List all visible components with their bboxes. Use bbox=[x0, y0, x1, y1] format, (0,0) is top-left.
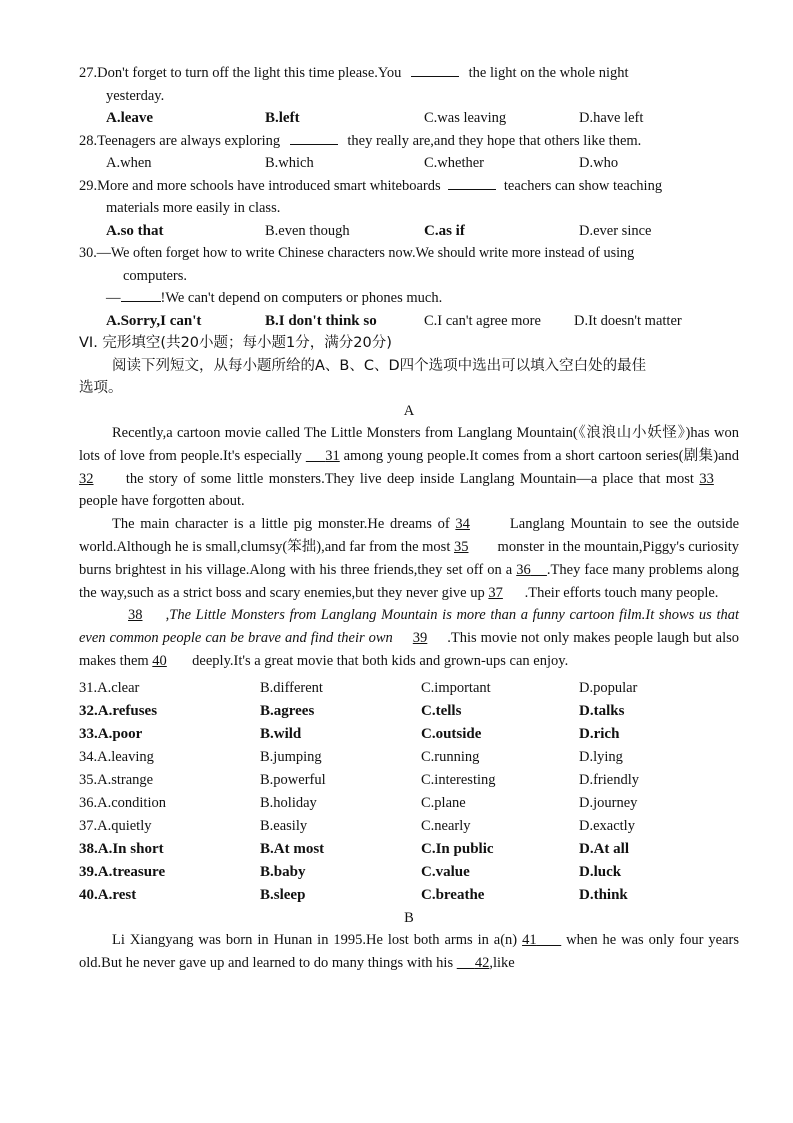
option: 36.A.condition bbox=[79, 794, 166, 811]
passage-text: The main character is a little pig monster.He dreams of bbox=[112, 516, 450, 533]
option: B.baby bbox=[260, 863, 306, 880]
option-row bbox=[79, 792, 739, 815]
question-28 bbox=[79, 130, 739, 153]
blank-40: 40 bbox=[152, 652, 167, 669]
option: B.wild bbox=[260, 725, 302, 742]
option: B.sleep bbox=[260, 886, 306, 903]
option-row bbox=[79, 700, 739, 723]
option: B.jumping bbox=[260, 748, 322, 765]
option: 32.A.refuses bbox=[79, 702, 158, 719]
passage-text: monster in the mountain,Piggy's curiosity burns brightest in his village.Along with his three friends,they set off on a bbox=[79, 538, 740, 578]
section-heading: VI. 完形填空(共20小题；每小题1分，满分20分) bbox=[79, 335, 392, 351]
question-30: 30.—We often forget how to write Chinese characters now.We should write more instead of using bbox=[79, 245, 635, 261]
passage-text: Li Xiangyang was born in Hunan in 1995.He lost both arms in a(n) bbox=[112, 932, 518, 949]
passage-text: deeply.It's a great movie that both kids and grown-ups can enjoy. bbox=[192, 652, 569, 669]
option: 37.A.quietly bbox=[79, 817, 152, 834]
option: C.I can't agree more bbox=[424, 312, 541, 329]
option-row bbox=[79, 769, 739, 792]
option: 38.A.In short bbox=[79, 840, 164, 857]
blank-41: 41 bbox=[522, 932, 537, 949]
option: B.which bbox=[265, 155, 314, 171]
option: A.Sorry,I can't bbox=[106, 312, 202, 329]
option: 33.A.poor bbox=[79, 725, 143, 742]
answer-blank bbox=[411, 63, 459, 77]
answer-blank bbox=[290, 131, 338, 145]
blank-42: 42 bbox=[474, 955, 490, 972]
option: C.as if bbox=[424, 222, 465, 239]
passage-label-a: A bbox=[403, 402, 415, 419]
passage-text: when he was only four years old.But he never gave up and learned to do many things with his bbox=[79, 932, 740, 972]
passage-b-paragraph-1 bbox=[79, 929, 739, 975]
option: C.was leaving bbox=[424, 110, 507, 126]
passage-a-paragraph-1 bbox=[79, 422, 739, 513]
option: D.ever since bbox=[579, 222, 652, 239]
q28-stem-a: 28.Teenagers are always exploring bbox=[79, 132, 281, 149]
option: B.I don't think so bbox=[265, 312, 377, 329]
blank-36: 36 bbox=[516, 561, 531, 578]
option: C.tells bbox=[421, 702, 462, 719]
option: B.different bbox=[260, 679, 323, 696]
passage-text: Recently,a cartoon movie called The Little Monsters from Langlang Mountain(《浪浪山小妖怪》)has won lots of love from people.It's especially bbox=[79, 425, 739, 464]
option: A.leave bbox=[106, 110, 154, 126]
option: D.talks bbox=[579, 702, 625, 719]
option: B.powerful bbox=[260, 771, 326, 788]
option: 34.A.leaving bbox=[79, 748, 154, 765]
option: C.value bbox=[421, 863, 470, 880]
option: 40.A.rest bbox=[79, 886, 137, 903]
option: D.rich bbox=[579, 725, 620, 742]
option: D.At all bbox=[579, 840, 629, 857]
q29-options bbox=[79, 220, 739, 243]
q29-stem-b: teachers can show teaching bbox=[503, 177, 663, 194]
q30-response bbox=[79, 287, 739, 310]
q30-stem-d: !We can't depend on computers or phones much. bbox=[160, 290, 443, 306]
option: C.breathe bbox=[421, 886, 485, 903]
passage-text: Langlang Mountain to see the outside world.Although he is small,clumsy(笨拙),and far from the most bbox=[79, 516, 740, 555]
option: 39.A.treasure bbox=[79, 863, 166, 880]
option-row bbox=[79, 838, 739, 861]
option: B.easily bbox=[260, 817, 308, 834]
option-row bbox=[79, 677, 739, 700]
q28-options bbox=[79, 152, 739, 175]
option-row bbox=[79, 746, 739, 769]
option: D.think bbox=[579, 886, 628, 903]
passage-label-b: B bbox=[404, 909, 414, 926]
option: C.important bbox=[421, 679, 491, 696]
answer-blank bbox=[121, 288, 161, 302]
option-row bbox=[79, 723, 739, 746]
passage-text: people have forgotten about. bbox=[79, 493, 245, 510]
blank-39: 39 bbox=[412, 630, 428, 647]
option: C.interesting bbox=[421, 771, 496, 788]
blank-35: 35 bbox=[454, 538, 469, 555]
option: B.even though bbox=[265, 222, 350, 239]
passage-text: ,like bbox=[489, 955, 515, 972]
q29-stem-a: 29.More and more schools have introduced smart whiteboards bbox=[79, 177, 441, 194]
passage-a-paragraph-2 bbox=[79, 513, 739, 604]
option: D.lying bbox=[579, 748, 623, 765]
question-29 bbox=[79, 175, 739, 198]
option: B.At most bbox=[260, 840, 325, 857]
passage-a-options bbox=[79, 677, 739, 907]
option: D.It doesn't matter bbox=[574, 312, 682, 329]
blank-33: 33 bbox=[699, 470, 714, 487]
option-row bbox=[79, 884, 739, 907]
q27-options bbox=[79, 107, 739, 130]
q29-stem-c: materials more easily in class. bbox=[106, 200, 281, 216]
passage-text: .This movie not only makes people laugh but also makes them bbox=[79, 630, 740, 669]
option: 31.A.clear bbox=[79, 679, 140, 696]
passage-text: .They face many problems along the way,such as a strict boss and scary enemies,but they never give up bbox=[79, 561, 740, 601]
passage-text: among young people.It comes from a short cartoon series(剧集)and bbox=[343, 447, 740, 464]
section-instructions-cont: 选项。 bbox=[79, 380, 123, 396]
q27-stem-c: yesterday. bbox=[106, 87, 165, 104]
option: D.who bbox=[579, 155, 619, 171]
option: B.holiday bbox=[260, 794, 317, 811]
blank-38: 38 bbox=[128, 607, 143, 624]
passage-text: .Their efforts touch many people. bbox=[524, 584, 719, 601]
option: D.have left bbox=[579, 110, 644, 126]
q30-options bbox=[79, 310, 739, 333]
blank-34: 34 bbox=[455, 516, 470, 533]
option: B.agrees bbox=[260, 702, 315, 719]
q27-stem-b: the light on the whole night bbox=[468, 65, 629, 81]
option: B.left bbox=[265, 110, 300, 126]
option-row bbox=[79, 815, 739, 838]
option: D.exactly bbox=[579, 817, 635, 834]
exam-page bbox=[79, 62, 739, 975]
option: 35.A.strange bbox=[79, 771, 154, 788]
option: D.friendly bbox=[579, 771, 639, 788]
option: C.nearly bbox=[421, 817, 471, 834]
question-27 bbox=[79, 62, 739, 85]
blank-32: 32 bbox=[79, 470, 94, 487]
passage-text: ,The Little Monsters from Langlang Mountain is more than a funny cartoon film.It shows us that even common people can be brave and find their own bbox=[79, 607, 740, 647]
q30-dash: — bbox=[106, 290, 121, 306]
blank-37: 37 bbox=[488, 584, 503, 601]
option: D.popular bbox=[579, 679, 638, 696]
section-instructions: 阅读下列短文，从每小题所给的A、B、C、D四个选项中选出可以填入空白处的最佳 bbox=[112, 357, 647, 374]
q27-stem-a: 27.Don't forget to turn off the light this time please.You bbox=[79, 65, 402, 81]
passage-text: the story of some little monsters.They live deep inside Langlang Mountain—a place that most bbox=[125, 470, 694, 487]
option: C.In public bbox=[421, 840, 494, 857]
blank-31: 31 bbox=[325, 447, 340, 464]
option: C.whether bbox=[424, 155, 484, 171]
option-row bbox=[79, 861, 739, 884]
option: C.running bbox=[421, 748, 480, 765]
option: C.outside bbox=[421, 725, 482, 742]
option: D.journey bbox=[579, 794, 638, 811]
q30-stem-b: computers. bbox=[123, 267, 188, 284]
answer-blank bbox=[448, 176, 496, 190]
option: C.plane bbox=[421, 794, 466, 811]
passage-a-paragraph-3 bbox=[79, 604, 739, 672]
option: D.luck bbox=[579, 863, 622, 880]
q28-stem-b: they really are,and they hope that others like them. bbox=[347, 132, 642, 149]
option: A.when bbox=[106, 155, 152, 171]
option: A.so that bbox=[106, 222, 164, 239]
